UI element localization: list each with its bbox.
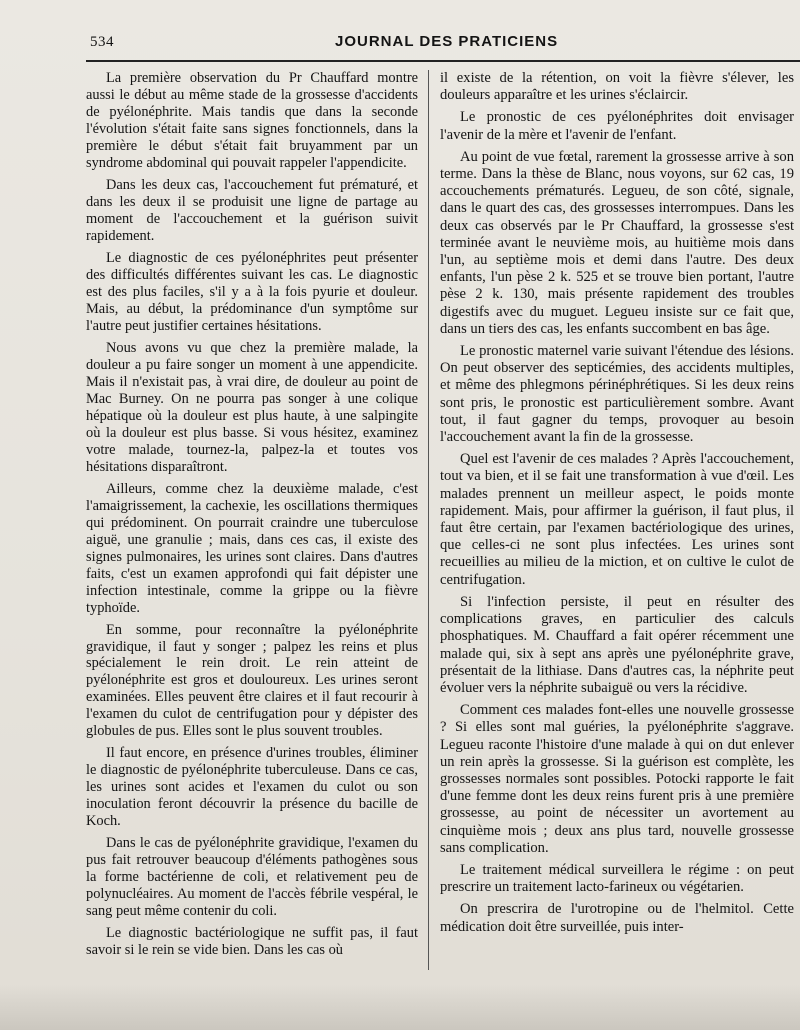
paragraph: Le pronostic maternel varie suivant l'étendue des lésions. On peut observer des septicémies, des accidents multiples, et même des phlegmons périnéphrétiques. Si les deux reins sont pris, le pronostic est particulièrement sombre. Avant tout, il faut gagner du temps, provoquer au besoin l'accouchement avant la fin de la grossesse. [440, 343, 794, 446]
paragraph: La première observation du Pr Chauffard montre aussi le début au même stade de la grossesse d'accidents de pyélonéphrite. Mais tandis que dans la seconde l'évolution s'était faite sans signes fonctionnels, dans la première le début s'était fait bruyamment par un syndrome abdominal qui pouvait rappeler l'appendicite. [86, 70, 418, 171]
page-number: 534 [90, 34, 114, 50]
paragraph: Le diagnostic bactériologique ne suffit pas, il faut savoir si le rein se vide bien. Dans les cas où [86, 925, 418, 959]
paragraph: Dans les deux cas, l'accouchement fut prématuré, et dans les deux il se produisit une ligne de partage au moment de l'accouchement et la guérison suivit rapidement. [86, 176, 418, 244]
paragraph: Si l'infection persiste, il peut en résulter des complications graves, en particulier des calculs phosphatiques. M. Chauffard a fait opérer récemment une malade qui, six à sept ans après une pyélonéphrite grave, présentait de la lithiase. Dans d'autres cas, la néphrite peut évoluer vers la néphrite subaiguë ou vers la récidive. [440, 593, 794, 696]
paragraph: Nous avons vu que chez la première malade, la douleur a pu faire songer un moment à une appendicite. Mais il n'existait pas, à vrai dire, de douleur au point de Mac Burney. On ne pourra pas songer à une colique hépatique où la douleur est plus haute, à une salpingite où la douleur est plus basse. Si vous hésitez, examinez votre malade, tournez-la, palpez-la et toutes vos hésitations disparaîtront. [86, 339, 418, 475]
header-rule [86, 60, 800, 62]
paragraph: Ailleurs, comme chez la deuxième malade, c'est l'amaigrissement, la cachexie, les oscillations thermiques qui prédominent. On pourrait craindre une tuberculose aiguë, une granulie ; mais, dans ces cas, il existe des signes pulmonaires, les urines sont claires. Dans d'autres faits, c'est un examen approfondi qui fait dépister une infection intestinale, comme la grippe ou la fièvre typhoïde. [86, 480, 418, 616]
paper-stain [0, 985, 800, 1030]
left-column [86, 70, 418, 964]
paragraph: Le diagnostic de ces pyélonéphrites peut présenter des difficultés différentes suivant les cas. Le diagnostic est des plus faciles, s'il y a à la fois pyurie et douleur. Mais, au début, la prédominance d'un symptôme sur l'autre peut justifier certaines hésitations. [86, 249, 418, 334]
paragraph: Le pronostic de ces pyélonéphrites doit envisager l'avenir de la mère et l'avenir de l'enfant. [440, 109, 794, 143]
paragraph: Au point de vue fœtal, rarement la grossesse arrive à son terme. Dans la thèse de Blanc, nous voyons, sur 62 cas, 19 accouchements prématurés. Legueu, de son côté, signale, dans le quart des cas, des grossesses interrompues. Dans les deux cas observés par le Pr Chauffard, la grossesse s'est terminée avant le neuvième mois, au huitième mois dans l'un, au septième mois et demi dans l'autre. Des deux enfants, l'un pèse 2 k. 525 et se trouve bien portant, l'autre pèse 2 k. 130, mais présente rapidement des troubles digestifs avec du muguet. Legueu insiste sur ce fait que, dans un tiers des cas, les enfants succombent en bas âge. [440, 148, 794, 337]
paragraph: Comment ces malades font-elles une nouvelle grossesse ? Si elles sont mal guéries, la pyélonéphrite s'aggrave. Legueu raconte l'histoire d'une malade à qui on dut enlever un rein après la grossesse. Si la guérison est complète, les grossesses normales sont possibles. Potocki rapporte le fait d'une femme dont les deux reins furent pris à une première grossesse, au point de nécessiter un avortement au cinquième mois ; deux ans plus tard, nouvelle grossesse sans complication. [440, 702, 794, 856]
paragraph: Dans le cas de pyélonéphrite gravidique, l'examen du pus fait retrouver beaucoup d'éléments pathogènes sous la forme bactérienne de coli, et relativement peu de polynucléaires. Au moment de l'accès fébrile vespéral, le sang peut même contenir du coli. [86, 835, 418, 920]
paragraph: Le traitement médical surveillera le régime : on peut prescrire un traitement lacto-farineux ou végétarien. [440, 861, 794, 896]
paragraph: Quel est l'avenir de ces malades ? Après l'accouchement, tout va bien, et il se fait une transformation à vue d'œil. Les malades prennent un meilleur aspect, le poids monte rapidement. Mais, pour affirmer la guérison, il faut plus, il faut être certain, par l'examen bactériologique des urines, que celles-ci ne sont plus infectées. Les urines sont recueillies au milieu de la miction, et on cultive le culot de centrifugation. [440, 451, 794, 588]
page-header [0, 30, 800, 56]
paragraph: Il faut encore, en présence d'urines troubles, éliminer le diagnostic de pyélonéphrite tuberculeuse. Dans ce cas, les urines sont acides et l'examen du culot ou son inoculation feront découvrir la présence du bacille de Koch. [86, 745, 418, 830]
column-divider [428, 70, 429, 970]
paragraph: En somme, pour reconnaître la pyélonéphrite gravidique, il faut y songer ; palpez les reins et plus spécialement le rein droit. Le rein atteint de pyélonéphrite est gros et douloureux. Les urines seront examinées. Elles peuvent être claires et il faut recourir à l'examen du culot de centrifugation pour y dépister des globules de pus. Elles sont le plus souvent troubles. [86, 621, 418, 740]
paragraph: il existe de la rétention, on voit la fièvre s'élever, les douleurs apparaître et les urines s'éclaircir. [440, 70, 794, 104]
paragraph: On prescrira de l'urotropine ou de l'helmitol. Cette médication doit être surveillée, puis inter- [440, 901, 794, 935]
running-title: JOURNAL DES PRATICIENS [335, 33, 559, 50]
right-column [440, 70, 794, 941]
